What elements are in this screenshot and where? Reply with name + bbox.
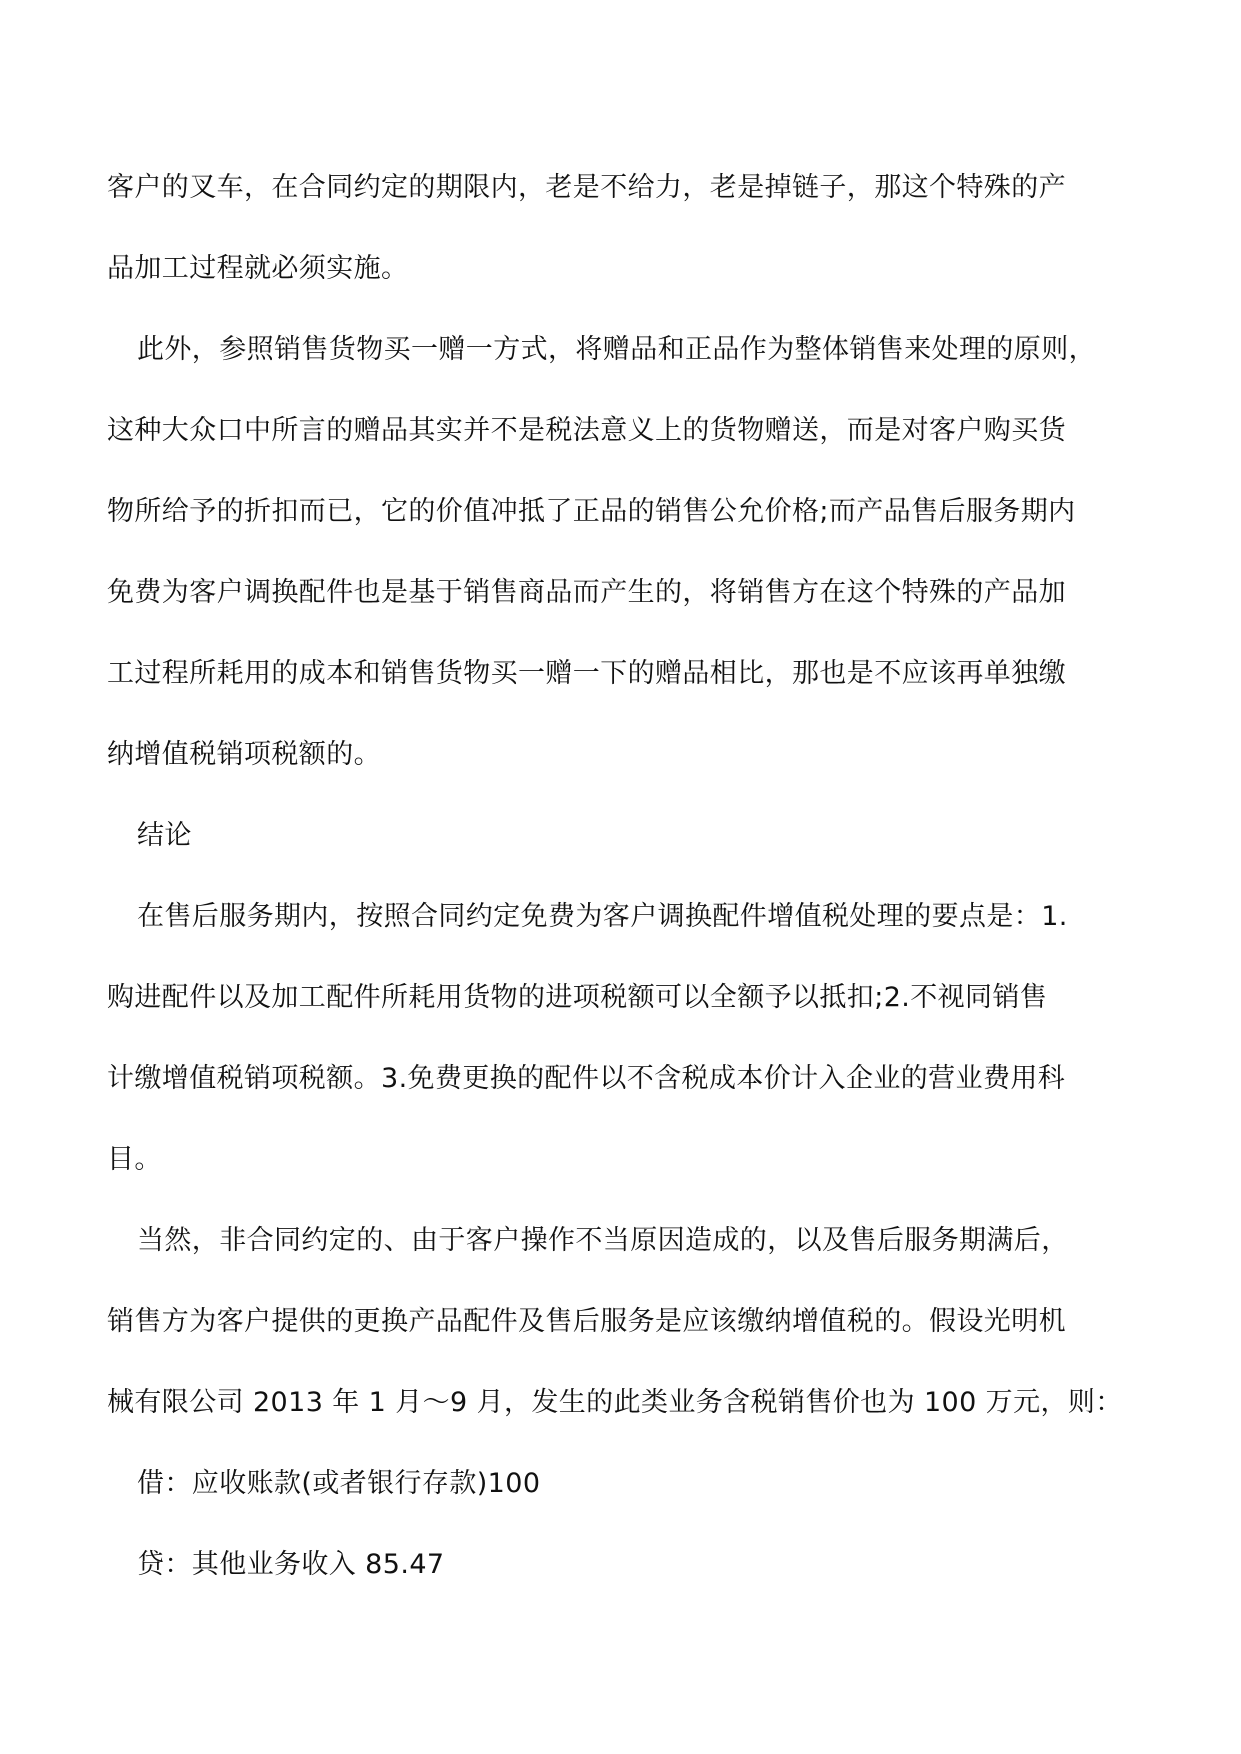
paragraph-line: 纳增值税销项税额的。 xyxy=(107,739,381,770)
paragraph-line: 此外，参照销售货物买一赠一方式，将赠品和正品作为整体销售来处理的原则， xyxy=(137,334,1096,365)
paragraph-line: 品加工过程就必须实施。 xyxy=(107,253,409,284)
paragraph-line: 当然，非合同约定的、由于客户操作不当原因造成的，以及售后服务期满后， xyxy=(137,1225,1069,1256)
paragraph-line: 目。 xyxy=(107,1144,162,1175)
journal-entry-credit: 贷：其他业务收入 85.47 xyxy=(137,1549,445,1580)
journal-entry-debit: 借：应收账款(或者银行存款)100 xyxy=(137,1468,541,1499)
paragraph-line: 购进配件以及加工配件所耗用货物的进项税额可以全额予以抵扣;2.不视同销售 xyxy=(107,982,1048,1013)
section-heading: 结论 xyxy=(137,820,192,851)
paragraph-line: 客户的叉车，在合同约定的期限内，老是不给力，老是掉链子，那这个特殊的产 xyxy=(107,172,1066,203)
paragraph-line: 物所给予的折扣而已，它的价值冲抵了正品的销售公允价格;而产品售后服务期内 xyxy=(107,496,1076,527)
paragraph-line: 在售后服务期内，按照合同约定免费为客户调换配件增值税处理的要点是：1. xyxy=(137,901,1068,932)
paragraph-line: 计缴增值税销项税额。3.免费更换的配件以不含税成本价计入企业的营业费用科 xyxy=(107,1063,1066,1094)
paragraph-line: 销售方为客户提供的更换产品配件及售后服务是应该缴纳增值税的。假设光明机 xyxy=(107,1306,1066,1337)
paragraph-line: 工过程所耗用的成本和销售货物买一赠一下的赠品相比，那也是不应该再单独缴 xyxy=(107,658,1066,689)
paragraph-line: 这种大众口中所言的赠品其实并不是税法意义上的货物赠送，而是对客户购买货 xyxy=(107,415,1066,446)
paragraph-line: 免费为客户调换配件也是基于销售商品而产生的，将销售方在这个特殊的产品加 xyxy=(107,577,1066,608)
paragraph-line: 械有限公司 2013 年 1 月～9 月，发生的此类业务含税销售价也为 100 万元，则： xyxy=(107,1387,1123,1418)
